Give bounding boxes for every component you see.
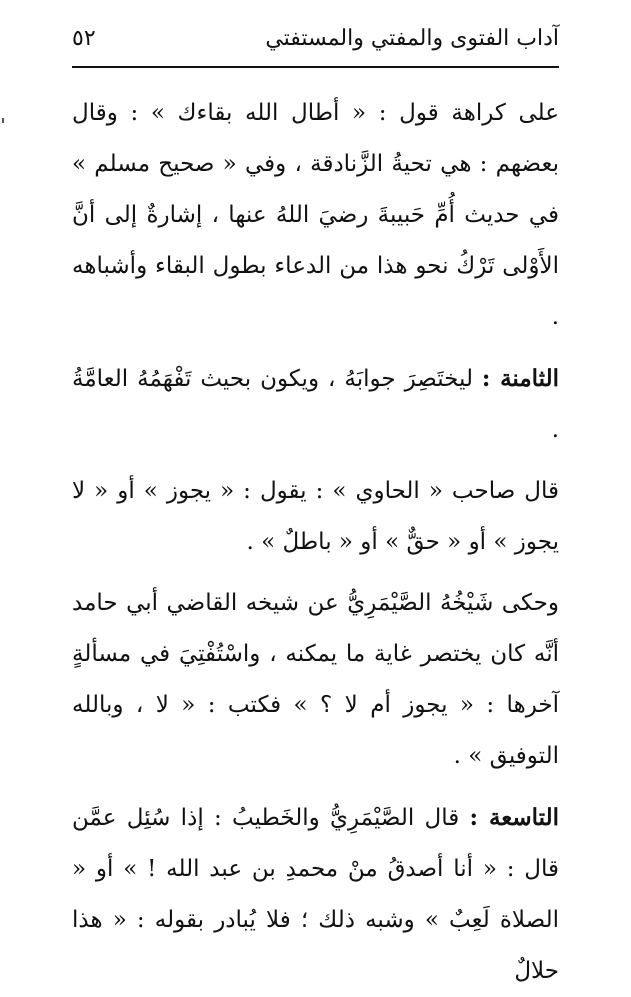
paragraph-2-label: الثامنة : xyxy=(481,365,560,392)
paragraph-2 xyxy=(72,353,559,456)
running-title: آداب الفتوى والمفتي والمستفتي xyxy=(265,25,559,51)
paragraph-2-text: ليختَصِرَ جوابَهُ ، ويكون بحيث تَفْهَمُهُ العامَّةُ . xyxy=(72,366,559,443)
paragraph-5-text: قال الصَّيْمَرِيُّ والخَطيبُ : إذا سُئِل عمَّن قال : « أنا أصدقُ منْ محمدِ بن عبد الله ! » أو « الصلاة لَعِبٌ » وشبه ذلك ؛ فلا يُبادر بقوله : « هذا حلالٌ xyxy=(72,805,559,984)
paragraph-5-label: التاسعة : xyxy=(469,804,559,831)
paragraph-5 xyxy=(72,792,559,997)
margin-mark xyxy=(2,118,4,123)
paragraph-1-text: على كراهة قول : « أطال الله بقاءك » : وقال بعضهم : هي تحيةُ الزَّنادقة ، وفي « صحيح مسلم » في حديث أُمِّ حَبيبةَ رضيَ اللهُ عنها ، إشارةٌ إلى أنَّ الأَوْلى تَرْكُ نحو هذا من الدعاء بطول البقاء وأشباهه . xyxy=(72,100,559,330)
paragraph-1 xyxy=(72,88,559,343)
paragraph-3 xyxy=(72,466,559,568)
page-header xyxy=(72,18,559,58)
paragraph-4 xyxy=(72,578,559,782)
header-rule xyxy=(72,66,559,68)
page-number: ٥٢ xyxy=(72,25,96,51)
paragraph-3-text: قال صاحب « الحاوي » : يقول : « يجوز » أو « لا يجوز » أو « حقٌّ » أو « باطلٌ » . xyxy=(72,478,559,555)
paragraph-4-text: وحكى شَيْخُهُ الصَّيْمَرِيُّ عن شيخه القاضي أبي حامد أنَّه كان يختصر غاية ما يمكنه ، واسْتُفْتِيَ في مسألةٍ آخرها : « يجوز أم لا ؟ » فكتب : « لا ، وبالله التوفيق » . xyxy=(72,590,559,769)
page-body xyxy=(72,88,559,997)
